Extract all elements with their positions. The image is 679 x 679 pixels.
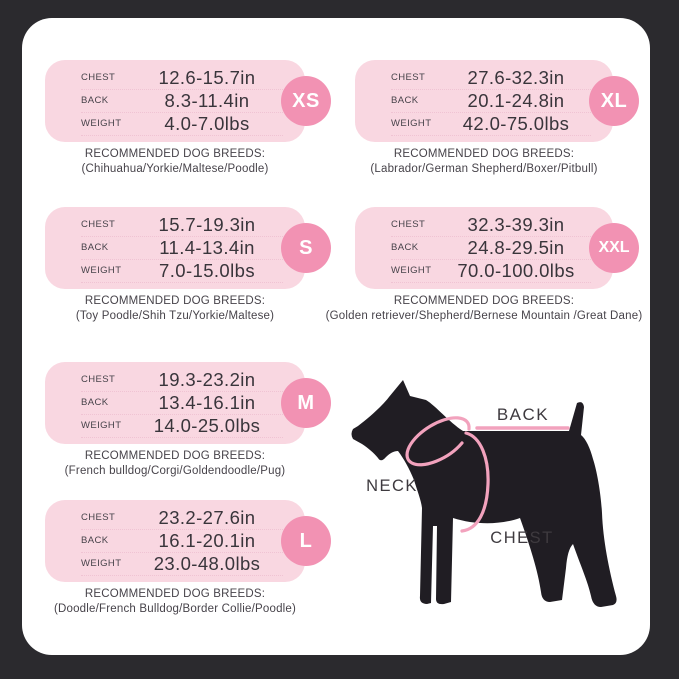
weight-label: WEIGHT xyxy=(81,420,122,431)
weight-row xyxy=(81,260,283,283)
size-card-xl xyxy=(355,60,628,142)
chest-value: 15.7-19.3in xyxy=(158,213,256,235)
back-row xyxy=(391,237,591,260)
breeds-title: RECOMMENDED DOG BREEDS: xyxy=(84,148,266,160)
chest-label: CHEST xyxy=(81,374,116,385)
weight-value: 23.0-48.0lbs xyxy=(153,552,261,574)
breeds-note xyxy=(25,449,325,479)
breeds-list: (French bulldog/Corgi/Goldendoodle/Pug) xyxy=(64,465,286,477)
size-card-xs xyxy=(45,60,320,142)
size-block-s xyxy=(45,207,313,324)
back-value: 16.1-20.1in xyxy=(158,529,256,551)
breeds-note xyxy=(325,294,643,324)
weight-row xyxy=(391,113,591,136)
breeds-title: RECOMMENDED DOG BREEDS: xyxy=(84,588,266,600)
breeds-note xyxy=(25,294,325,324)
size-block-m xyxy=(45,362,315,479)
chest-value: 12.6-15.7in xyxy=(158,66,256,88)
back-value: 24.8-29.5in xyxy=(467,236,565,258)
back-label: BACK xyxy=(81,95,109,106)
back-value: 8.3-11.4in xyxy=(164,89,250,111)
breeds-note xyxy=(25,147,325,177)
size-card-xxl xyxy=(355,207,630,289)
weight-row xyxy=(81,415,283,438)
back-row xyxy=(391,90,591,113)
chest-row xyxy=(391,67,591,90)
back-row xyxy=(81,530,283,553)
size-card-l xyxy=(45,500,313,582)
weight-row xyxy=(391,260,591,283)
weight-label: WEIGHT xyxy=(81,265,122,276)
back-value: 13.4-16.1in xyxy=(158,391,256,413)
weight-row xyxy=(81,113,283,136)
breeds-title: RECOMMENDED DOG BREEDS: xyxy=(393,295,575,307)
chest-label: CHEST xyxy=(81,219,116,230)
back-label: BACK xyxy=(81,535,109,546)
chest-row xyxy=(81,507,283,530)
weight-label: WEIGHT xyxy=(391,265,432,276)
breeds-title: RECOMMENDED DOG BREEDS: xyxy=(84,450,266,462)
size-block-xl xyxy=(355,60,628,177)
back-row xyxy=(81,237,283,260)
chest-value: 23.2-27.6in xyxy=(158,506,256,528)
diagram-neck-label: NECK xyxy=(366,477,418,495)
weight-label: WEIGHT xyxy=(391,118,432,129)
weight-label: WEIGHT xyxy=(81,118,122,129)
breeds-list: (Toy Poodle/Shih Tzu/Yorkie/Maltese) xyxy=(75,310,275,322)
weight-value: 70.0-100.0lbs xyxy=(457,259,575,281)
back-label: BACK xyxy=(391,95,419,106)
weight-value: 7.0-15.0lbs xyxy=(159,259,255,281)
size-block-xs xyxy=(45,60,320,177)
weight-label: WEIGHT xyxy=(81,558,122,569)
breeds-list: (Golden retriever/Shepherd/Bernese Mountain /Great Dane) xyxy=(325,310,643,322)
size-badge-xxl: XXL xyxy=(589,223,639,273)
size-badge-xl: XL xyxy=(589,76,639,126)
breeds-note xyxy=(25,587,325,617)
size-badge-m: M xyxy=(281,378,331,428)
back-label: BACK xyxy=(81,397,109,408)
weight-value: 14.0-25.0lbs xyxy=(153,414,261,436)
chest-row xyxy=(81,369,283,392)
chest-value: 19.3-23.2in xyxy=(158,368,256,390)
weight-value: 4.0-7.0lbs xyxy=(164,112,250,134)
breeds-note xyxy=(325,147,643,177)
chest-label: CHEST xyxy=(391,219,426,230)
chest-row xyxy=(81,214,283,237)
weight-row xyxy=(81,553,283,576)
size-badge-xs: XS xyxy=(281,76,331,126)
size-card-s xyxy=(45,207,313,289)
chest-label: CHEST xyxy=(391,72,426,83)
diagram-chest-label: CHEST xyxy=(490,529,554,547)
weight-value: 42.0-75.0lbs xyxy=(462,112,570,134)
chest-row xyxy=(391,214,591,237)
back-value: 11.4-13.4in xyxy=(159,236,255,258)
size-badge-l: L xyxy=(281,516,331,566)
size-block-xxl xyxy=(325,207,643,324)
size-card-m xyxy=(45,362,315,444)
chest-value: 27.6-32.3in xyxy=(467,66,565,88)
back-row xyxy=(81,392,283,415)
back-label: BACK xyxy=(391,242,419,253)
chest-value: 32.3-39.3in xyxy=(467,213,565,235)
back-value: 20.1-24.8in xyxy=(467,89,565,111)
back-label: BACK xyxy=(81,242,109,253)
breeds-title: RECOMMENDED DOG BREEDS: xyxy=(393,148,575,160)
chest-row xyxy=(81,67,283,90)
size-block-l xyxy=(45,500,313,617)
chest-label: CHEST xyxy=(81,72,116,83)
back-row xyxy=(81,90,283,113)
dog-measurement-diagram xyxy=(350,360,650,655)
breeds-list: (Labrador/German Shepherd/Boxer/Pitbull) xyxy=(370,163,598,175)
chest-label: CHEST xyxy=(81,512,116,523)
breeds-list: (Doodle/French Bulldog/Border Collie/Poodle) xyxy=(53,603,297,615)
diagram-back-label: BACK xyxy=(496,405,550,424)
size-chart-panel xyxy=(22,18,650,655)
breeds-list: (Chihuahua/Yorkie/Maltese/Poodle) xyxy=(81,163,269,175)
breeds-title: RECOMMENDED DOG BREEDS: xyxy=(84,295,266,307)
size-badge-s: S xyxy=(281,223,331,273)
